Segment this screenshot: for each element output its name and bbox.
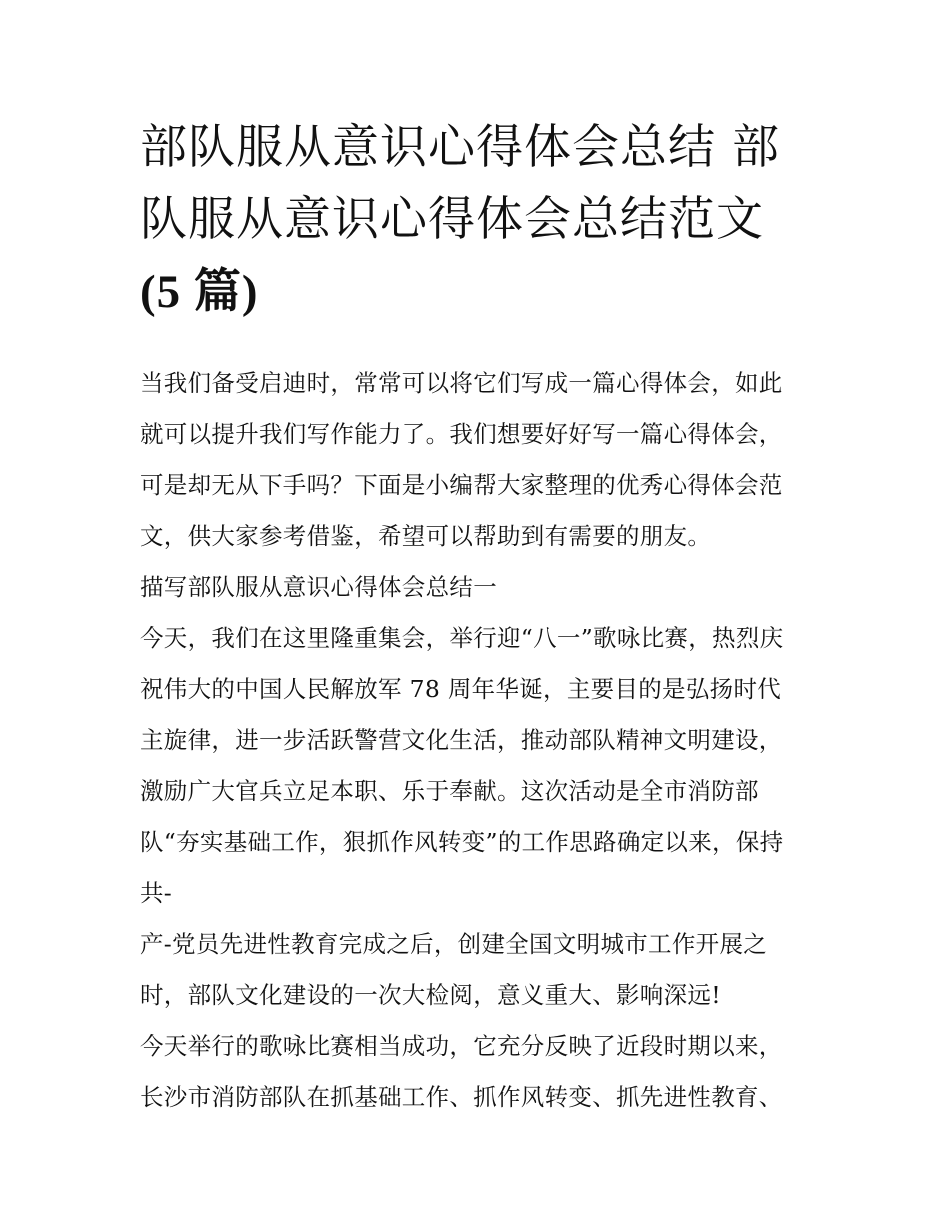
title-line: 队服从意识心得体会总结范文	[140, 192, 764, 247]
body-line: 时，部队文化建设的一次大检阅，意义重大、影响深远!	[140, 981, 721, 1009]
body-line: 队“夯实基础工作，狠抓作风转变”的工作思路确定以来，保持	[140, 828, 784, 856]
body-line: 当我们备受启迪时，常常可以将它们写成一篇心得体会，如此	[140, 369, 783, 397]
section-heading: 描写部队服从意识心得体会总结一	[140, 573, 497, 601]
body-line: 主旋律，进一步活跃警营文化生活，推动部队精神文明建设，	[140, 726, 783, 754]
title-line: 部队服从意识心得体会总结 部	[140, 120, 780, 175]
body-line: 产-党员先进性教育完成之后，创建全国文明城市工作开展之	[140, 930, 768, 958]
body-line: 可是却无从下手吗？下面是小编帮大家整理的优秀心得体会范	[140, 471, 783, 499]
body-line: 长沙市消防部队在抓基础工作、抓作风转变、抓先进性教育、	[140, 1083, 783, 1111]
body-line: 激励广大官兵立足本职、乐于奉献。这次活动是全市消防部	[140, 777, 759, 805]
body-line: 今天，我们在这里隆重集会，举行迎“八一”歌咏比赛，热烈庆	[140, 624, 784, 652]
body-line: 今天举行的歌咏比赛相当成功，它充分反映了近段时期以来，	[140, 1032, 783, 1060]
document-title	[140, 112, 840, 328]
document-body	[140, 358, 830, 1123]
body-line: 共-	[140, 879, 173, 907]
title-line: (5 篇)	[140, 266, 259, 318]
body-line: 祝伟大的中国人民解放军 78 周年华诞，主要目的是弘扬时代	[140, 675, 782, 703]
body-line: 就可以提升我们写作能力了。我们想要好好写一篇心得体会，	[140, 420, 783, 448]
body-line: 文，供大家参考借鉴，希望可以帮助到有需要的朋友。	[140, 522, 712, 550]
